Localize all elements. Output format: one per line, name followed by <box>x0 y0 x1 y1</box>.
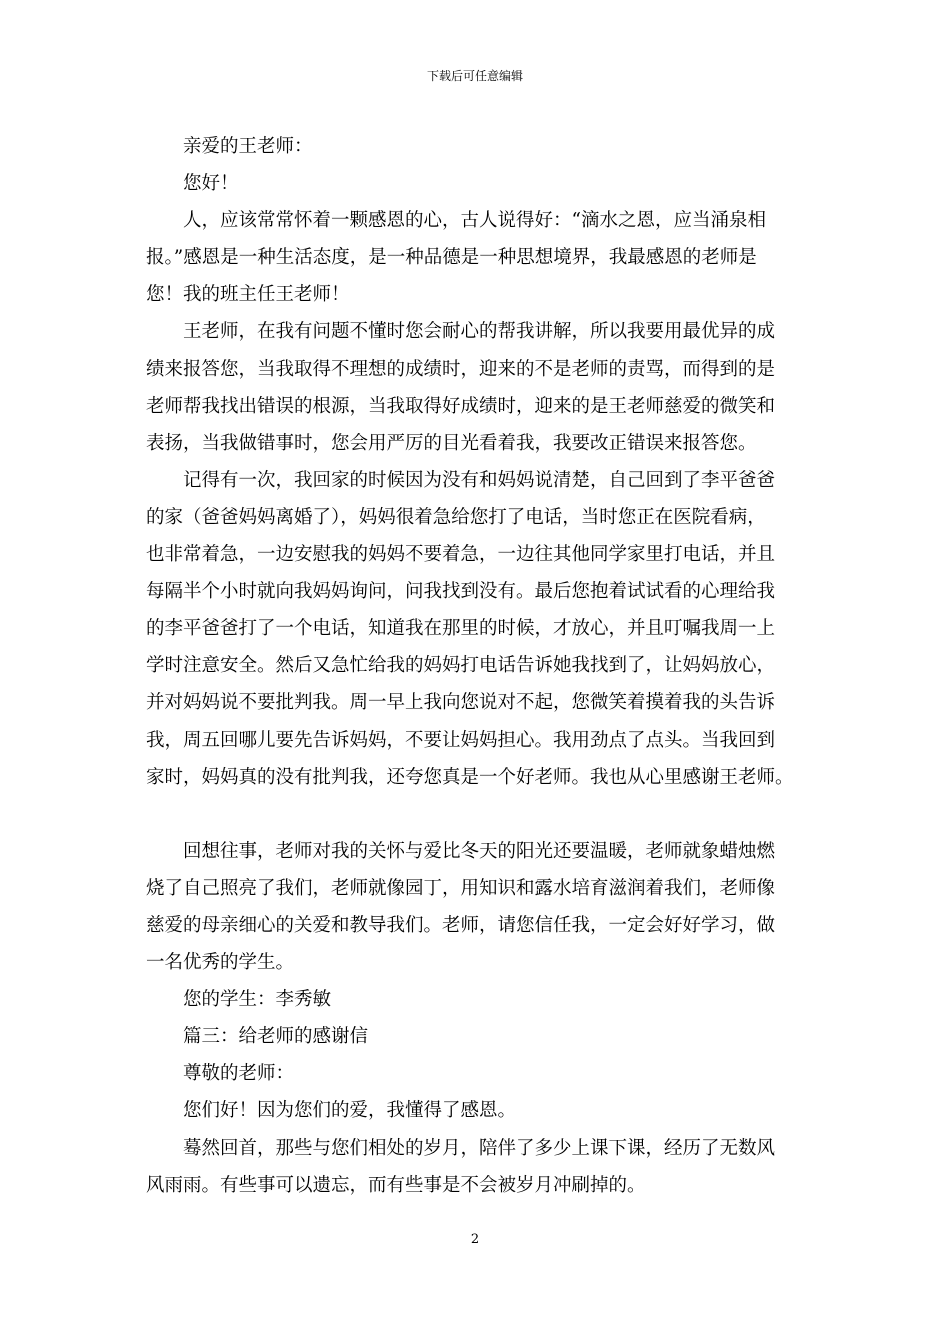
paragraph-line: 绩来报答您，当我取得不理想的成绩时，迎来的不是老师的责骂，而得到的是 <box>146 358 776 380</box>
letter-greeting: 亲爱的王老师： <box>183 136 313 157</box>
page-number: 2 <box>470 1232 480 1247</box>
document-body <box>146 128 812 1204</box>
paragraph-line: 王老师，在我有问题不懂时您会耐心的帮我讲解，所以我要用最优异的成 <box>183 321 776 343</box>
paragraph-line: 每隔半个小时就向我妈妈询问，问我找到没有。最后您抱着试试看的心理给我 <box>146 581 776 603</box>
paragraph-line: 报。”感恩是一种生活态度，是一种品德是一种思想境界，我最感恩的老师是 <box>146 247 757 269</box>
paragraph-line: 也非常着急，一边安慰我的妈妈不要着急，一边往其他同学家里打电话，并且 <box>146 544 776 566</box>
paragraph <box>146 833 812 981</box>
paragraph <box>146 202 812 313</box>
paragraph-line: 人，应该常常怀着一颗感恩的心，古人说得好：“滴水之恩，应当涌泉相 <box>183 210 766 232</box>
paragraph-line: 风雨雨。有些事可以遗忘，而有些事是不会被岁月冲刷掉的。 <box>146 1174 646 1196</box>
paragraph-line: 蓦然回首，那些与您们相处的岁月，陪伴了多少上课下课，经历了无数风 <box>183 1137 776 1159</box>
paragraph-line: 学时注意安全。然后又急忙给我的妈妈打电话告诉她我找到了，让妈妈放心， <box>146 655 776 677</box>
paragraph-spacer <box>146 796 812 833</box>
page-header: 下载后可任意编辑 <box>426 69 523 83</box>
letter-hello: 您们好！因为您们的爱，我懂得了感恩。 <box>183 1100 517 1122</box>
paragraph <box>146 1130 812 1204</box>
paragraph-line: 老师帮我找出错误的根源，当我取得好成绩时，迎来的是王老师慈爱的微笑和 <box>146 395 776 417</box>
paragraph-line: 家时，妈妈真的没有批判我，还夸您真是一个好老师。我也从心里感谢王老师。 <box>146 766 794 788</box>
paragraph-line: 的家（爸爸妈妈离婚了），妈妈很着急给您打了电话，当时您正在医院看病， <box>146 506 766 528</box>
paragraph-line: 一名优秀的学生。 <box>146 952 295 974</box>
paragraph-line: 回想往事，老师对我的关怀与爱比冬天的阳光还要温暖，老师就象蜡烛燃 <box>183 840 776 862</box>
paragraph-line: 记得有一次，我回家的时候因为没有和妈妈说清楚，自己回到了李平爸爸 <box>183 469 776 491</box>
letter-hello: 您好！ <box>183 173 239 195</box>
paragraph-line: 的李平爸爸打了一个电话，知道我在那里的时候，才放心，并且叮嘱我周一上 <box>146 618 776 640</box>
paragraph-line: 慈爱的母亲细心的关爱和教导我们。老师，请您信任我，一定会好好学习，做 <box>146 914 776 936</box>
paragraph-line: 烧了自己照亮了我们，老师就像园丁，用知识和露水培育滋润着我们，老师像 <box>146 877 776 899</box>
section-title: 篇三：给老师的感谢信 <box>183 1026 369 1048</box>
letter-greeting: 尊敬的老师： <box>183 1063 295 1085</box>
paragraph <box>146 313 812 461</box>
paragraph-line: 表扬，当我做错事时，您会用严厉的目光看着我，我要改正错误来报答您。 <box>146 432 757 454</box>
letter-signature: 您的学生：李秀敏 <box>183 989 332 1011</box>
paragraph <box>146 462 812 796</box>
paragraph-line: 并对妈妈说不要批判我。周一早上我向您说对不起，您微笑着摸着我的头告诉 <box>146 692 776 714</box>
paragraph-line: 您！我的班主任王老师！ <box>146 284 350 306</box>
paragraph-line: 我，周五回哪儿要先告诉妈妈，不要让妈妈担心。我用劲点了点头。当我回到 <box>146 729 776 751</box>
